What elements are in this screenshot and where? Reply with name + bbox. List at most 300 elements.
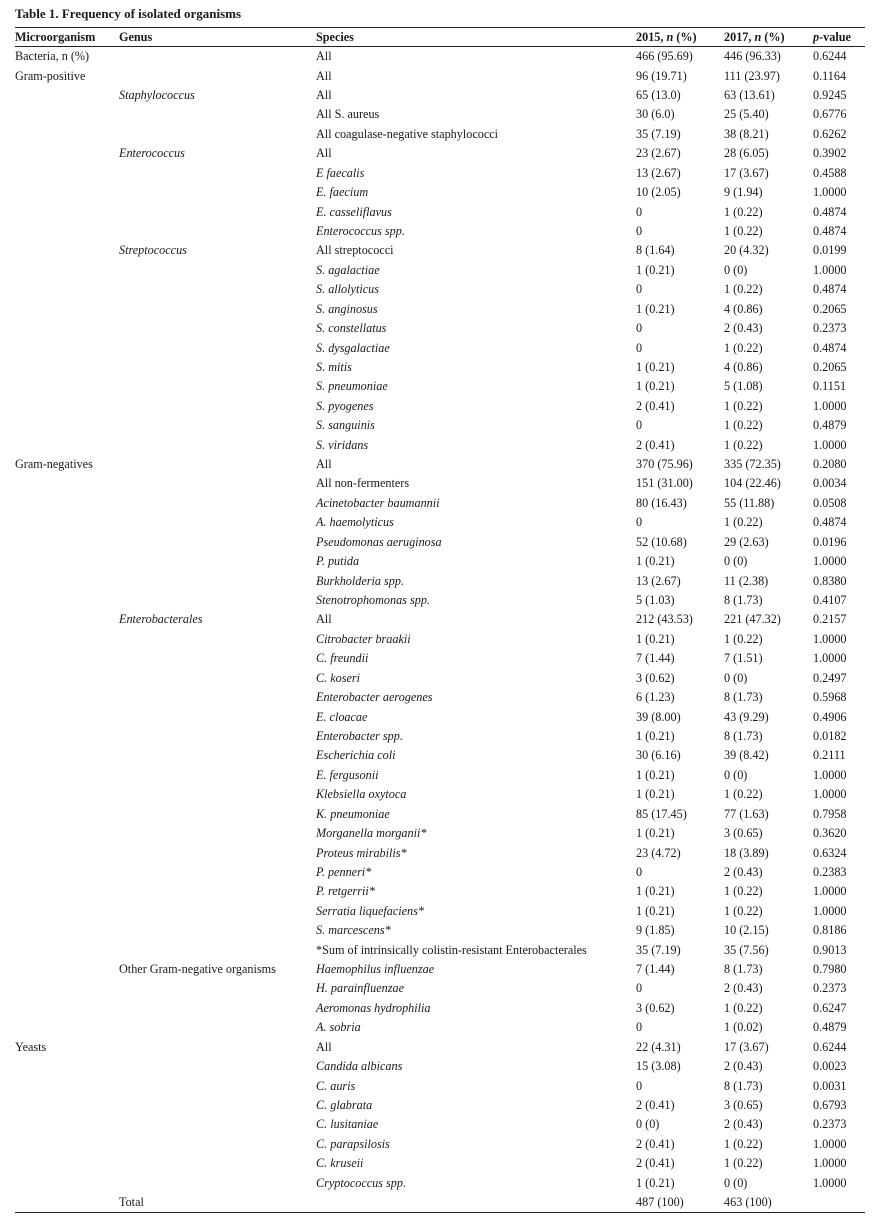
species-cell: A. sobria	[316, 1020, 361, 1035]
table-row	[15, 513, 865, 532]
species-cell: All	[316, 88, 332, 103]
value-2017-cell: 63 (13.61)	[724, 88, 775, 103]
table-row	[15, 1096, 865, 1115]
value-2017-cell: 38 (8.21)	[724, 126, 769, 141]
genus-cell	[119, 494, 316, 513]
value-2015-cell: 80 (16.43)	[636, 495, 687, 510]
species-cell: C. koseri	[316, 670, 361, 685]
species-cell: Candida albicans	[316, 1059, 403, 1074]
p-value-cell: 0.6262	[813, 126, 847, 141]
value-2015-cell: 5 (1.03)	[636, 593, 675, 608]
value-2015-cell: 2 (0.41)	[636, 437, 675, 452]
table-row	[15, 999, 865, 1018]
species-cell: All	[316, 612, 332, 627]
value-2017-cell: 1 (0.22)	[724, 903, 763, 918]
value-2017-cell: 1 (0.22)	[724, 515, 763, 530]
p-value-cell: 0.2497	[813, 670, 847, 685]
genus-cell	[119, 1154, 316, 1173]
p-value-cell: 0.0199	[813, 243, 847, 258]
table-row	[15, 125, 865, 144]
species-cell: All	[316, 457, 332, 472]
genus-cell	[119, 105, 316, 124]
value-2017-cell: 8 (1.73)	[724, 728, 763, 743]
microorganism-cell	[15, 241, 119, 260]
p-value-cell: 1.0000	[813, 651, 847, 666]
p-value-cell: 0.2080	[813, 457, 847, 472]
microorganism-cell	[15, 105, 119, 124]
microorganism-cell	[15, 377, 119, 396]
table-row	[15, 882, 865, 901]
microorganism-cell	[15, 397, 119, 416]
genus-cell	[119, 902, 316, 921]
microorganism-cell	[15, 960, 119, 979]
value-2015-cell: 2 (0.41)	[636, 1136, 675, 1151]
value-2017-cell: 10 (2.15)	[724, 923, 769, 938]
table-row	[15, 358, 865, 377]
value-2015-cell: 35 (7.19)	[636, 126, 681, 141]
species-cell: C. lusitaniae	[316, 1117, 379, 1132]
table-row	[15, 241, 865, 260]
p-value-cell: 1.0000	[813, 262, 847, 277]
p-value-cell: 0.4588	[813, 165, 847, 180]
value-2015-cell: 1 (0.21)	[636, 631, 675, 646]
species-cell: E. fergusonii	[316, 767, 379, 782]
microorganism-cell	[15, 727, 119, 746]
value-2015-cell: 0	[636, 204, 643, 219]
species-cell: E. faecium	[316, 185, 369, 200]
species-cell: Enterobacter spp.	[316, 728, 403, 743]
genus-cell	[119, 1096, 316, 1115]
value-2015-cell: 1 (0.21)	[636, 826, 675, 841]
microorganism-cell	[15, 1076, 119, 1095]
genus-cell	[119, 707, 316, 726]
value-2017-cell: 1 (0.22)	[724, 224, 763, 238]
genus-cell	[119, 1173, 316, 1192]
table-row	[15, 105, 865, 124]
genus-cell	[119, 669, 316, 688]
value-2017-cell: 1 (0.22)	[724, 204, 763, 219]
p-value-cell: 1.0000	[813, 787, 847, 802]
table-row	[15, 863, 865, 882]
value-2017-cell: 29 (2.63)	[724, 534, 769, 549]
species-cell: S. marcescens*	[316, 923, 391, 938]
microorganism-cell	[15, 999, 119, 1018]
value-2015-cell: 0	[636, 282, 643, 297]
value-2017-cell: 2 (0.43)	[724, 321, 763, 336]
microorganism-cell	[15, 144, 119, 163]
value-2015-cell: 65 (13.0)	[636, 88, 681, 103]
genus-cell: Enterococcus	[119, 146, 185, 161]
value-2017-cell: 8 (1.73)	[724, 962, 763, 977]
value-2015-cell: 0	[636, 1078, 643, 1093]
value-2017-cell: 446 (96.33)	[724, 49, 781, 64]
table-row	[15, 1057, 865, 1076]
value-2017-cell: 335 (72.35)	[724, 457, 781, 472]
microorganism-cell	[15, 1115, 119, 1134]
value-2015-cell: 0	[636, 418, 643, 433]
species-cell: E faecalis	[316, 165, 365, 180]
table-row	[15, 785, 865, 804]
microorganism-cell	[15, 299, 119, 318]
p-value-cell: 1.0000	[813, 1175, 847, 1190]
value-2017-cell: 2 (0.43)	[724, 864, 763, 879]
value-2017-cell: 8 (1.73)	[724, 1078, 763, 1093]
genus-cell	[119, 358, 316, 377]
species-cell: Stenotrophomonas spp.	[316, 593, 430, 608]
species-cell: C. auris	[316, 1078, 356, 1093]
value-2017-cell: 1 (0.22)	[724, 340, 763, 355]
value-2015-cell: 2 (0.41)	[636, 1156, 675, 1171]
value-2015-cell: 0	[636, 321, 643, 336]
species-cell: Morganella morganii*	[316, 826, 427, 841]
genus-cell	[119, 474, 316, 493]
value-2017-cell: 5 (1.08)	[724, 379, 763, 394]
value-2017-cell: 1 (0.22)	[724, 418, 763, 433]
species-cell: Cryptococcus spp.	[316, 1175, 407, 1190]
p-value-cell: 0.7958	[813, 806, 847, 821]
table-row	[15, 707, 865, 726]
value-2015-cell: 22 (4.31)	[636, 1039, 681, 1054]
value-2015-cell: 1 (0.21)	[636, 1175, 675, 1190]
genus-cell	[119, 591, 316, 610]
value-2017-cell: 11 (2.38)	[724, 573, 769, 588]
value-2015-cell: 15 (3.08)	[636, 1059, 681, 1074]
value-2017-cell: 43 (9.29)	[724, 709, 769, 724]
table-row	[15, 1193, 865, 1213]
table-row	[15, 804, 865, 823]
p-value-cell: 0.6776	[813, 107, 847, 122]
value-2017-cell: 9 (1.94)	[724, 185, 763, 200]
table-row	[15, 1115, 865, 1134]
table-row	[15, 397, 865, 416]
microorganism-cell	[15, 319, 119, 338]
p-value-cell: 0.4874	[813, 282, 847, 297]
value-2015-cell: 30 (6.16)	[636, 748, 681, 763]
species-cell: C. freundii	[316, 651, 369, 666]
value-2015-cell: 6 (1.23)	[636, 690, 675, 705]
microorganism-cell	[15, 358, 119, 377]
value-2017-cell: 7 (1.51)	[724, 651, 763, 666]
p-value-cell: 1.0000	[813, 185, 847, 200]
p-value-cell: 0.1164	[813, 68, 847, 83]
species-cell: Acinetobacter baumannii	[316, 495, 440, 510]
microorganism-cell: Yeasts	[15, 1039, 47, 1054]
value-2015-cell: 10 (2.05)	[636, 185, 681, 200]
value-2015-cell: 1 (0.21)	[636, 903, 675, 918]
microorganism-cell	[15, 435, 119, 454]
value-2017-cell: 1 (0.02)	[724, 1020, 763, 1035]
p-value-cell: 0.6324	[813, 845, 847, 860]
microorganism-cell	[15, 824, 119, 843]
species-cell: All non-fermenters	[316, 476, 410, 491]
table-row	[15, 727, 865, 746]
table-row	[15, 47, 865, 67]
table-row	[15, 824, 865, 843]
p-value-cell: 0.4874	[813, 204, 847, 219]
genus-cell	[119, 824, 316, 843]
species-cell: S. allolyticus	[316, 282, 379, 297]
header-p-value: p-value	[813, 28, 865, 47]
genus-cell	[119, 455, 316, 474]
p-value-cell: 0.4879	[813, 418, 847, 433]
genus-cell	[119, 921, 316, 940]
value-2017-cell: 1 (0.22)	[724, 437, 763, 452]
value-2017-cell: 8 (1.73)	[724, 690, 763, 705]
microorganism-cell	[15, 1018, 119, 1037]
table-row	[15, 1154, 865, 1173]
value-2017-cell: 55 (11.88)	[724, 495, 775, 510]
species-cell: Escherichia coli	[316, 748, 396, 763]
genus-cell	[119, 727, 316, 746]
genus-cell	[119, 688, 316, 707]
value-2015-cell: 23 (2.67)	[636, 146, 681, 161]
genus-cell	[119, 1135, 316, 1154]
microorganism-cell	[15, 882, 119, 901]
genus-cell	[119, 552, 316, 571]
genus-cell	[119, 47, 316, 67]
table-row	[15, 299, 865, 318]
genus-cell	[119, 979, 316, 998]
genus-cell	[119, 338, 316, 357]
genus-cell	[119, 416, 316, 435]
table-row	[15, 1173, 865, 1192]
table-row	[15, 766, 865, 785]
species-cell: All	[316, 146, 332, 161]
microorganism-cell	[15, 416, 119, 435]
microorganism-cell	[15, 863, 119, 882]
genus-cell	[119, 999, 316, 1018]
value-2015-cell: 487 (100)	[636, 1193, 724, 1213]
species-cell: Proteus mirabilis*	[316, 845, 407, 860]
header-species: Species	[316, 28, 636, 47]
genus-cell	[119, 649, 316, 668]
value-2017-cell: 1 (0.22)	[724, 398, 763, 413]
value-2015-cell: 8 (1.64)	[636, 243, 675, 258]
p-value-cell: 1.0000	[813, 1136, 847, 1151]
genus-cell	[119, 377, 316, 396]
species-cell: All	[316, 49, 332, 64]
genus-cell: Total	[119, 1193, 316, 1213]
table-row	[15, 669, 865, 688]
species-cell: P. putida	[316, 554, 360, 569]
value-2015-cell: 3 (0.62)	[636, 670, 675, 685]
p-value-cell: 0.9245	[813, 88, 847, 103]
value-2017-cell: 0 (0)	[724, 262, 748, 277]
table-row	[15, 979, 865, 998]
p-value-cell: 0.0023	[813, 1059, 847, 1074]
value-2015-cell: 1 (0.21)	[636, 262, 675, 277]
value-2015-cell: 1 (0.21)	[636, 379, 675, 394]
value-2017-cell: 77 (1.63)	[724, 806, 769, 821]
genus-cell	[119, 164, 316, 183]
genus-cell	[119, 1057, 316, 1076]
genus-cell	[119, 66, 316, 85]
microorganism-cell	[15, 202, 119, 221]
value-2015-cell: 85 (17.45)	[636, 806, 687, 821]
header-2015: 2015, n (%)	[636, 28, 724, 47]
value-2015-cell: 13 (2.67)	[636, 165, 681, 180]
table-row	[15, 610, 865, 629]
value-2017-cell: 1 (0.22)	[724, 787, 763, 802]
species-cell: Haemophilus influenzae	[316, 962, 435, 977]
p-value-cell: 0.2065	[813, 301, 847, 316]
value-2017-cell: 35 (7.56)	[724, 942, 769, 957]
value-2015-cell: 0	[636, 224, 643, 238]
genus-cell	[119, 261, 316, 280]
genus-cell	[119, 630, 316, 649]
table-row	[15, 416, 865, 435]
table-row	[15, 940, 865, 959]
p-value-cell: 1.0000	[813, 884, 847, 899]
genus-cell	[119, 319, 316, 338]
microorganism-cell	[15, 338, 119, 357]
p-value-cell: 1.0000	[813, 903, 847, 918]
microorganism-cell	[15, 86, 119, 105]
table-row	[15, 455, 865, 474]
table-row	[15, 649, 865, 668]
table-row	[15, 222, 865, 241]
table-row	[15, 66, 865, 85]
table-row	[15, 1018, 865, 1037]
table-caption: Table 1. Frequency of isolated organisms	[15, 6, 242, 21]
p-value-cell: 0.4874	[813, 224, 847, 238]
table-row	[15, 164, 865, 183]
genus-cell	[119, 746, 316, 765]
genus-cell	[119, 125, 316, 144]
p-value-cell: 0.2373	[813, 981, 847, 996]
table-row	[15, 435, 865, 454]
table-row	[15, 377, 865, 396]
value-2015-cell: 30 (6.0)	[636, 107, 675, 122]
microorganism-cell	[15, 571, 119, 590]
species-cell: All	[316, 1039, 332, 1054]
header-microorganism: Microorganism	[15, 28, 119, 47]
value-2015-cell: 7 (1.44)	[636, 962, 675, 977]
table-row	[15, 960, 865, 979]
species-cell: C. kruseii	[316, 1156, 364, 1171]
genus-cell	[119, 435, 316, 454]
genus-cell	[119, 940, 316, 959]
microorganism-cell: Gram-positive	[15, 68, 86, 83]
table-row	[15, 494, 865, 513]
microorganism-cell	[15, 552, 119, 571]
value-2017-cell: 111 (23.97)	[724, 68, 780, 83]
value-2015-cell: 0	[636, 340, 643, 355]
value-2015-cell: 1 (0.21)	[636, 301, 675, 316]
value-2017-cell: 221 (47.32)	[724, 612, 781, 627]
p-value-cell: 0.6244	[813, 49, 847, 64]
species-cell: All	[316, 68, 332, 83]
species-cell: C. glabrata	[316, 1097, 373, 1112]
value-2017-cell: 0 (0)	[724, 1175, 748, 1190]
species-cell: Aeromonas hydrophilia	[316, 1000, 431, 1015]
value-2017-cell: 17 (3.67)	[724, 1039, 769, 1054]
p-value-cell: 0.2383	[813, 864, 847, 879]
species-cell: Serratia liquefaciens*	[316, 903, 424, 918]
table-row	[15, 319, 865, 338]
microorganism-cell	[15, 610, 119, 629]
organisms-table	[15, 28, 865, 1213]
microorganism-cell	[15, 1096, 119, 1115]
species-cell: Pseudomonas aeruginosa	[316, 534, 442, 549]
value-2015-cell: 52 (10.68)	[636, 534, 687, 549]
p-value-cell: 0.8380	[813, 573, 847, 588]
species-cell: S. sanguinis	[316, 418, 375, 433]
table-body	[15, 47, 865, 1213]
value-2017-cell: 8 (1.73)	[724, 593, 763, 608]
value-2015-cell: 13 (2.67)	[636, 573, 681, 588]
microorganism-cell	[15, 1135, 119, 1154]
microorganism-cell	[15, 669, 119, 688]
value-2015-cell: 1 (0.21)	[636, 728, 675, 743]
microorganism-cell	[15, 474, 119, 493]
species-cell: S. anginosus	[316, 301, 378, 316]
value-2017-cell: 25 (5.40)	[724, 107, 769, 122]
p-value-cell: 0.7980	[813, 962, 847, 977]
table-row	[15, 591, 865, 610]
species-cell: Enterococcus spp.	[316, 224, 405, 238]
table-row	[15, 1076, 865, 1095]
genus-cell: Staphylococcus	[119, 88, 195, 103]
species-cell: S. constellatus	[316, 321, 387, 336]
microorganism-cell: Bacteria, n (%)	[15, 49, 90, 64]
microorganism-cell	[15, 494, 119, 513]
table-row	[15, 921, 865, 940]
table-row	[15, 474, 865, 493]
value-2017-cell: 2 (0.43)	[724, 1059, 763, 1074]
species-cell: E. cloacae	[316, 709, 368, 724]
value-2015-cell: 39 (8.00)	[636, 709, 681, 724]
table-row	[15, 261, 865, 280]
p-value-cell: 0.0031	[813, 1078, 847, 1093]
p-value-cell: 1.0000	[813, 398, 847, 413]
value-2015-cell: 0	[636, 1020, 643, 1035]
value-2015-cell: 3 (0.62)	[636, 1000, 675, 1015]
microorganism-cell	[15, 183, 119, 202]
value-2017-cell: 28 (6.05)	[724, 146, 769, 161]
microorganism-cell	[15, 707, 119, 726]
species-cell: C. parapsilosis	[316, 1136, 390, 1151]
table-row	[15, 630, 865, 649]
value-2017-cell: 0 (0)	[724, 767, 748, 782]
p-value-cell: 0.9013	[813, 942, 847, 957]
p-value-cell: 0.4879	[813, 1020, 847, 1035]
microorganism-cell	[15, 513, 119, 532]
genus-cell	[119, 397, 316, 416]
value-2017-cell: 0 (0)	[724, 554, 748, 569]
genus-cell	[119, 280, 316, 299]
microorganism-cell	[15, 785, 119, 804]
value-2015-cell: 1 (0.21)	[636, 359, 675, 374]
microorganism-cell	[15, 921, 119, 940]
genus-cell: Other Gram-negative organisms	[119, 962, 276, 977]
p-value-cell: 0.0508	[813, 495, 847, 510]
table-row	[15, 338, 865, 357]
genus-cell	[119, 1115, 316, 1134]
value-2017-cell: 2 (0.43)	[724, 981, 763, 996]
microorganism-cell	[15, 843, 119, 862]
value-2015-cell: 0	[636, 864, 643, 879]
genus-cell	[119, 1038, 316, 1057]
table-row	[15, 571, 865, 590]
genus-cell: Enterobacterales	[119, 612, 203, 627]
value-2015-cell: 23 (4.72)	[636, 845, 681, 860]
p-value-cell	[813, 1193, 865, 1213]
genus-cell	[119, 533, 316, 552]
microorganism-cell	[15, 1173, 119, 1192]
species-cell: P. retgerrii*	[316, 884, 375, 899]
p-value-cell: 0.2373	[813, 321, 847, 336]
